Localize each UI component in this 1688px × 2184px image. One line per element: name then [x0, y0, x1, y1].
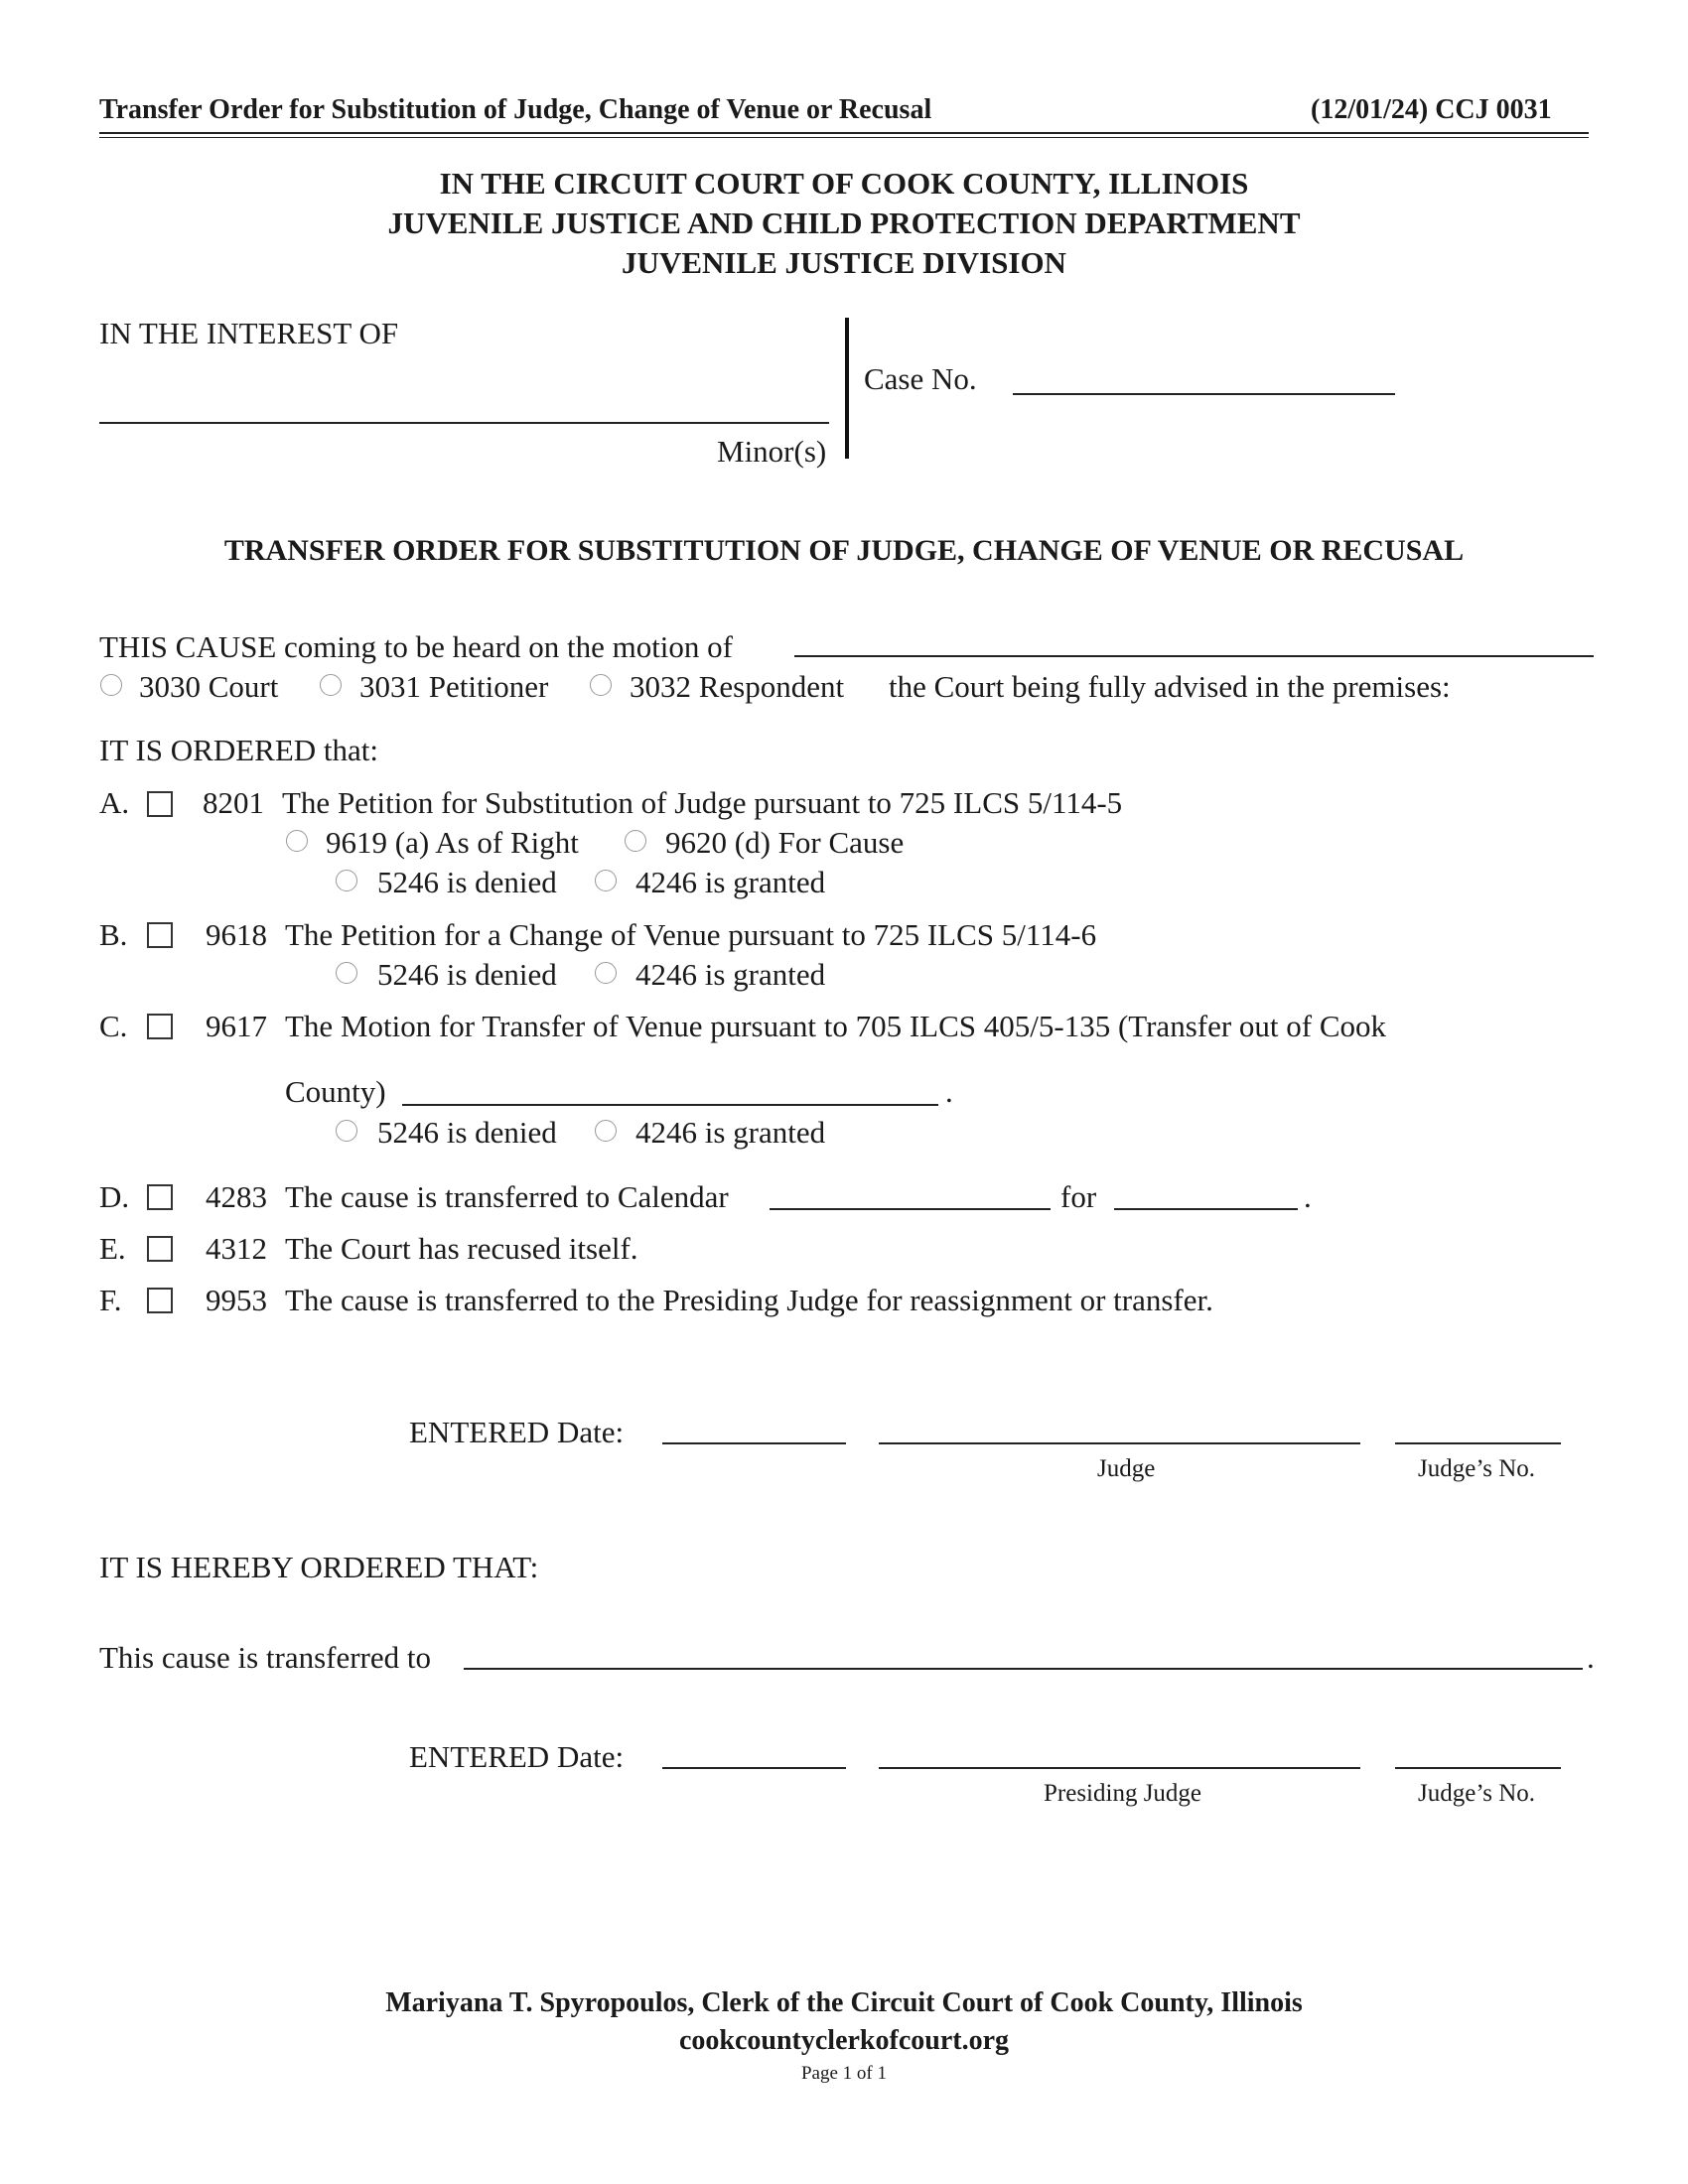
court-title: IN THE CIRCUIT COURT OF COOK COUNTY, ILLINOIS [439, 166, 1249, 201]
motion-of-field[interactable] [794, 655, 1594, 657]
in-the-interest-of: IN THE INTEREST OF [99, 316, 399, 350]
item-b-code: 9618 [206, 917, 267, 952]
court-radio[interactable] [100, 674, 122, 696]
item-c-granted-label: 4246 is granted [635, 1115, 826, 1150]
item-d-for: for [1060, 1179, 1097, 1214]
form-id: (12/01/24) CCJ 0031 [1311, 94, 1552, 125]
item-a-code: 8201 [203, 785, 264, 820]
motion-lead: THIS CAUSE coming to be heard on the motion of [99, 629, 733, 664]
presiding-entered-date-label: ENTERED Date: [409, 1739, 625, 1774]
form-header-title: Transfer Order for Substitution of Judge, Change of Venue or Recusal [99, 94, 932, 125]
petitioner-option-label: 3031 Petitioner [359, 669, 549, 704]
item-f-text: The cause is transferred to the Presiding Judge for reassignment or transfer. [285, 1283, 1213, 1317]
item-c-denied-radio[interactable] [336, 1120, 357, 1142]
calendar-for-field[interactable] [1114, 1208, 1298, 1210]
item-e-text: The Court has recused itself. [285, 1231, 638, 1266]
item-b-granted-label: 4246 is granted [635, 957, 826, 992]
item-c-code: 9617 [206, 1009, 267, 1043]
case-no-field[interactable] [1013, 393, 1395, 395]
presiding-judge-no-label: Judge’s No. [1418, 1780, 1536, 1807]
item-f-code: 9953 [206, 1283, 267, 1317]
clerk-website[interactable]: cookcountyclerkofcourt.org [678, 2025, 1010, 2056]
item-a-text: The Petition for Substitution of Judge pursuant to 725 ILCS 5/114-5 [282, 785, 1123, 820]
minor-name-field[interactable] [99, 422, 829, 424]
item-e-checkbox[interactable] [147, 1236, 173, 1262]
entered-date-field[interactable] [662, 1442, 846, 1444]
transfer-county-field[interactable] [402, 1104, 938, 1106]
item-c-period: . [945, 1074, 953, 1109]
judge-no-label: Judge’s No. [1418, 1455, 1536, 1482]
department-title: JUVENILE JUSTICE AND CHILD PROTECTION DEPARTMENT [387, 205, 1301, 240]
item-b-letter: B. [99, 917, 128, 952]
division-title: JUVENILE JUSTICE DIVISION [622, 245, 1066, 280]
item-d-period: . [1304, 1179, 1312, 1214]
item-d-code: 4283 [206, 1179, 267, 1214]
minor-label: Minor(s) [717, 434, 827, 469]
item-e-code: 4312 [206, 1231, 267, 1266]
item-d-letter: D. [99, 1179, 130, 1214]
respondent-radio[interactable] [590, 674, 612, 696]
item-c-letter: C. [99, 1009, 128, 1043]
judge-label: Judge [1097, 1455, 1156, 1482]
item-f-checkbox[interactable] [147, 1288, 173, 1313]
respondent-option-label: 3032 Respondent [630, 669, 845, 704]
item-b-denied-label: 5246 is denied [377, 957, 557, 992]
order-title: TRANSFER ORDER FOR SUBSTITUTION OF JUDGE, CHANGE OF VENUE OR RECUSAL [223, 534, 1465, 567]
page-number: Page 1 of 1 [800, 2063, 887, 2084]
fully-advised-text: the Court being fully advised in the premises: [889, 669, 1451, 704]
item-b-granted-radio[interactable] [595, 962, 617, 984]
item-c-granted-radio[interactable] [595, 1120, 617, 1142]
item-c-denied-label: 5246 is denied [377, 1115, 557, 1150]
item-e-letter: E. [99, 1231, 126, 1266]
item-a-denied-label: 5246 is denied [377, 865, 557, 899]
it-is-ordered-label: IT IS ORDERED that: [99, 733, 378, 767]
case-no-label: Case No. [864, 361, 977, 396]
for-cause-radio[interactable] [625, 830, 646, 852]
as-of-right-label: 9619 (a) As of Right [326, 825, 579, 860]
item-d-text: The cause is transferred to Calendar [285, 1179, 729, 1214]
hereby-ordered-label: IT IS HEREBY ORDERED THAT: [99, 1550, 539, 1584]
item-a-letter: A. [99, 785, 130, 820]
item-c-checkbox[interactable] [147, 1014, 173, 1039]
item-a-granted-label: 4246 is granted [635, 865, 826, 899]
presiding-judge-no-field[interactable] [1395, 1767, 1561, 1769]
calendar-field[interactable] [770, 1208, 1051, 1210]
item-b-checkbox[interactable] [147, 922, 173, 948]
item-b-denied-radio[interactable] [336, 962, 357, 984]
item-a-checkbox[interactable] [147, 791, 173, 817]
transferred-to-period: . [1587, 1640, 1595, 1675]
clerk-name: Mariyana T. Spyropoulos, Clerk of the Circuit Court of Cook County, Illinois [385, 1987, 1303, 2018]
item-b-text: The Petition for a Change of Venue pursuant to 725 ILCS 5/114-6 [285, 917, 1097, 952]
header-rule [99, 132, 1589, 134]
court-option-label: 3030 Court [139, 669, 279, 704]
header-rule-thin [99, 137, 1589, 138]
judge-no-field[interactable] [1395, 1442, 1561, 1444]
item-d-checkbox[interactable] [147, 1184, 173, 1210]
presiding-entered-date-field[interactable] [662, 1767, 846, 1769]
item-a-denied-radio[interactable] [336, 870, 357, 891]
for-cause-label: 9620 (d) For Cause [665, 825, 905, 860]
caption-divider [845, 318, 849, 459]
transferred-to-text: This cause is transferred to [99, 1640, 431, 1675]
presiding-judge-label: Presiding Judge [1044, 1780, 1202, 1807]
item-a-granted-radio[interactable] [595, 870, 617, 891]
transferred-to-field[interactable] [464, 1668, 1583, 1670]
judge-signature-field[interactable] [879, 1442, 1360, 1444]
item-c-text: The Motion for Transfer of Venue pursuant to 705 ILCS 405/5-135 (Transfer out of Cook [285, 1009, 1387, 1043]
as-of-right-radio[interactable] [286, 830, 308, 852]
entered-date-label: ENTERED Date: [409, 1415, 625, 1449]
presiding-judge-signature-field[interactable] [879, 1767, 1360, 1769]
item-c-text-county: County) [285, 1074, 386, 1109]
petitioner-radio[interactable] [320, 674, 342, 696]
item-f-letter: F. [99, 1283, 122, 1317]
